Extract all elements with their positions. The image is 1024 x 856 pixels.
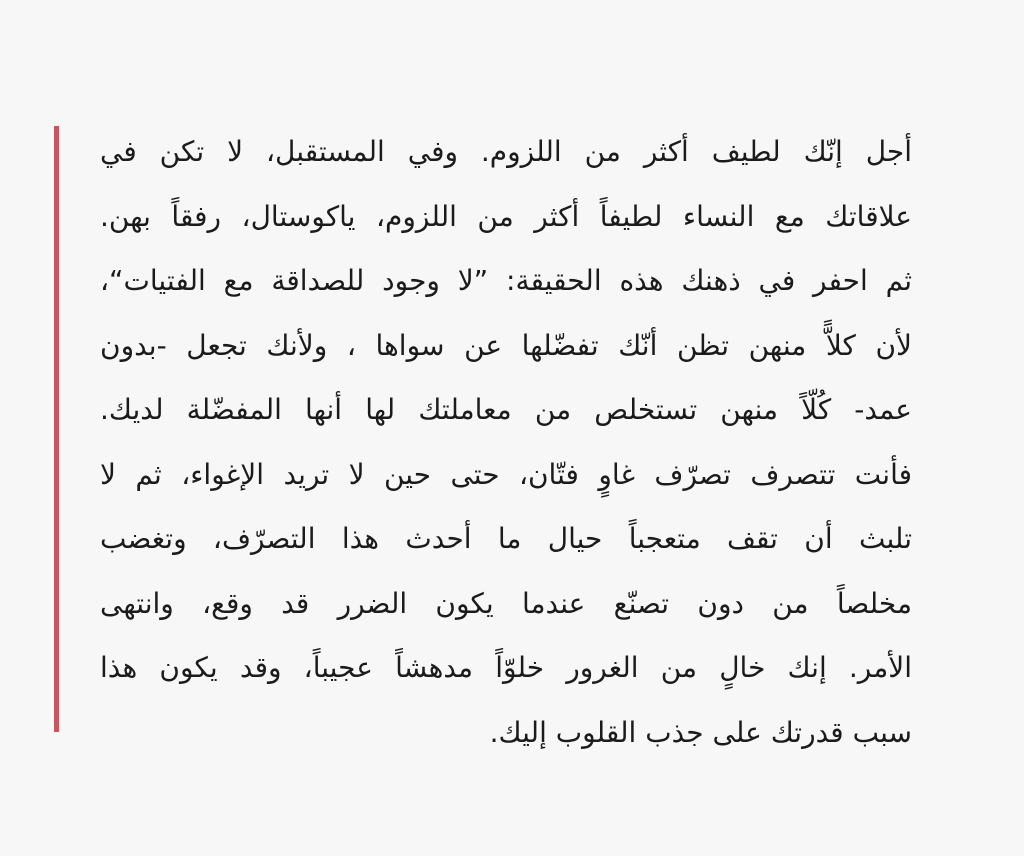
- quote-block: [100, 124, 912, 749]
- quote-line-8: مخلصاً من دون تصنّع عندما يكون الضرر قد وقع، وانتهى: [100, 586, 912, 620]
- quote-accent-bar: [54, 126, 59, 732]
- quote-line-1: أجل إنّك لطيف أكثر من اللزوم. وفي المستقبل، لا تكن في: [100, 135, 912, 168]
- quote-line-5: عمد- كُلّاً منهن تستخلص من معاملتك لها أنها المفضّلة لديك.: [100, 393, 912, 426]
- quote-line-6: فأنت تتصرف تصرّف غاوٍ فتّان، حتى حين لا تريد الإغواء، ثم لا: [100, 457, 912, 491]
- quote-line-3: ثم احفر في ذهنك هذه الحقيقة: ”لا وجود للصداقة مع الفتيات“،: [100, 264, 912, 297]
- quote-line-9: الأمر. إنك خالٍ من الغرور خلوّاً مدهشاً عجيباً، وقد يكون هذا: [100, 651, 912, 684]
- quote-line-2: علاقاتك مع النساء لطيفاً أكثر من اللزوم، ياكوستال، رفقاً بهن.: [100, 199, 912, 233]
- quote-line-4: لأن كلاًّ منهن تظن أنّك تفضّلها عن سواها ، ولأنك تجعل -بدون: [100, 328, 912, 362]
- quote-line-10: سبب قدرتك على جذب القلوب إليك.: [489, 715, 912, 749]
- quote-line-7: تلبث أن تقف متعجباً حيال ما أحدث هذا التصرّف، وتغضب: [100, 522, 912, 555]
